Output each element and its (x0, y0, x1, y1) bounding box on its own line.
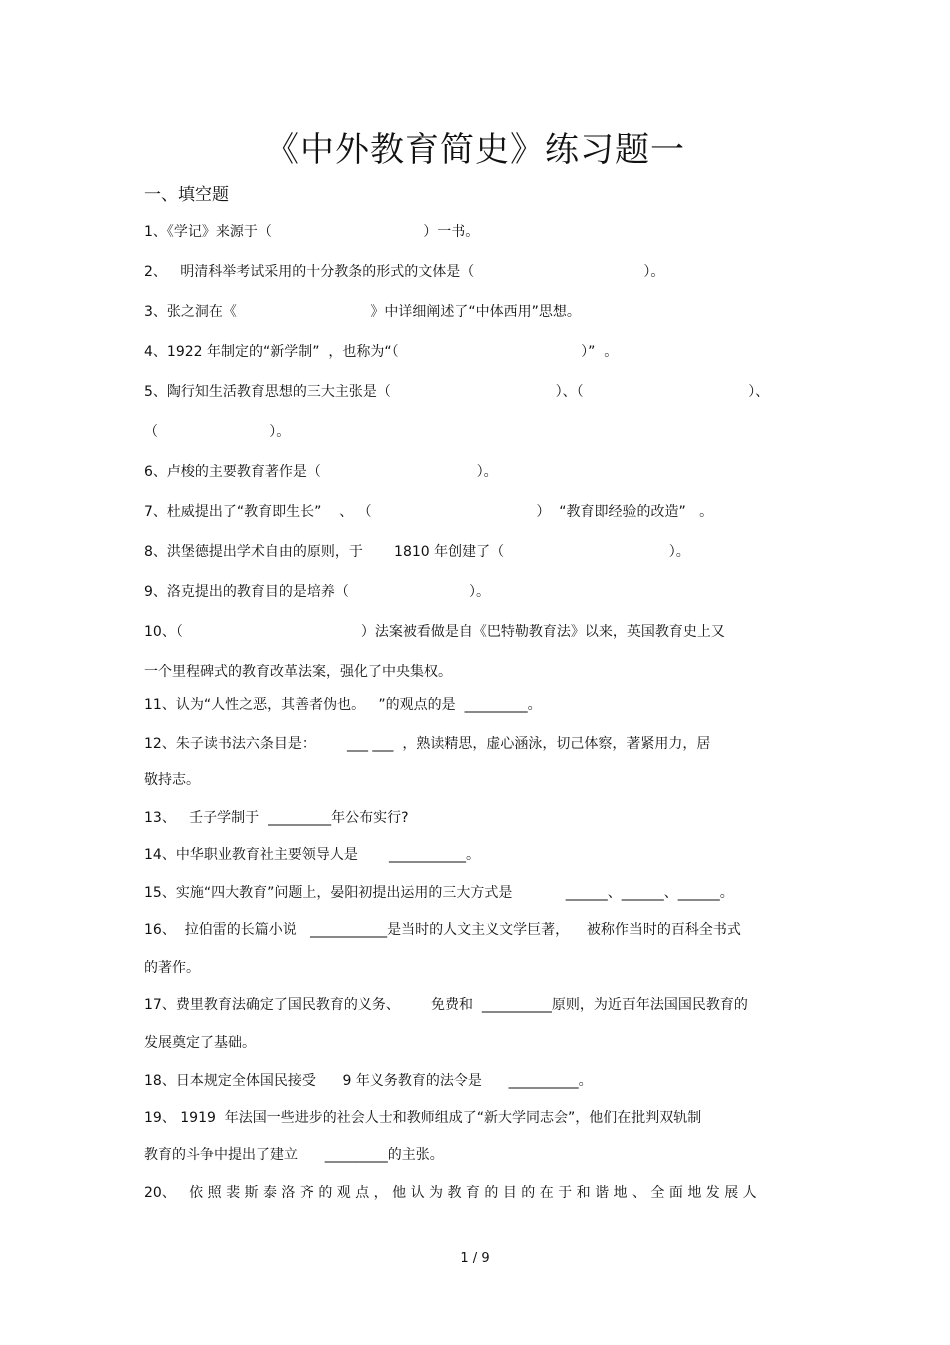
question-5-line-1: 5、陶行知生活教育思想的三大主张是（ ）、（ ）、 (144, 384, 770, 400)
question-19-line-1: 19、 1919 年法国一些进步的社会人士和教师组成了“新大学同志会”，他们在批判双轨制 (144, 1110, 702, 1126)
question-5-line-2: （ ）。 (144, 424, 291, 440)
question-12-line-1: 12、朱子读书法六条目是： ___ ___ ，熟读精思，虚心涵泳，切己体察，著紧用力，居 (144, 736, 711, 752)
question-17-line-1: 17、费里教育法确定了国民教育的义务、 免费和 __________原则，为近百年法国国民教育的 (144, 997, 748, 1013)
question-2: 2、 明清科举考试采用的十分教条的形式的文体是（ ）。 (144, 264, 665, 280)
question-8: 8、洪堡德提出学术自由的原则，于 1810 年创建了（ ）。 (144, 544, 690, 560)
question-9: 9、洛克提出的教育目的是培养（ ）。 (144, 584, 491, 600)
question-4: 4、1922 年制定的“新学制” ，也称为“（ ）” 。 (144, 344, 619, 360)
question-16-line-1: 16、 拉伯雷的长篇小说 ___________是当时的人文主义文学巨著， 被称作当时的百科全书式 (144, 922, 741, 938)
question-10-line-1: 10、（ ）法案被看做是自《巴特勒教育法》以来，英国教育史上又 (144, 624, 725, 640)
question-19-line-2: 教育的斗争中提出了建立 _________的主张。 (144, 1147, 444, 1163)
question-13: 13、 壬子学制于 _________年公布实行? (144, 810, 409, 826)
question-18: 18、日本规定全体国民接受 9 年义务教育的法令是 __________。 (144, 1073, 593, 1089)
question-17-line-2: 发展奠定了基础。 (144, 1035, 256, 1051)
question-1: 1、《学记》来源于（ ）一书。 (144, 224, 480, 240)
question-6: 6、卢梭的主要教育著作是（ ）。 (144, 464, 498, 480)
question-7: 7、杜威提出了“教育即生长” 、 （ ） “教育即经验的改造” 。 (144, 504, 714, 520)
question-12-line-2: 敬持志。 (144, 772, 200, 788)
question-20: 20、 依 照 裴 斯 泰 洛 齐 的 观 点 ， 他 认 为 教 育 的 目 的 在 于 和 谐 地 、 全 面 地 发 展 人 (144, 1185, 757, 1201)
question-14: 14、中华职业教育社主要领导人是 ___________。 (144, 847, 480, 863)
question-11: 11、认为“人性之恶，其善者伪也。 ”的观点的是 _________。 (144, 697, 542, 713)
document-title: 《中外教育简史》练习题一 (265, 130, 685, 170)
question-3: 3、张之洞在《 》中详细阐述了“中体西用”思想。 (144, 304, 581, 320)
page-number: 1 / 9 (460, 1251, 490, 1266)
question-16-line-2: 的著作。 (144, 960, 200, 976)
question-10-line-2: 一个里程碑式的教育改革法案，强化了中央集权。 (144, 664, 452, 680)
section-heading: 一、填空题 (144, 185, 229, 205)
question-15: 15、实施“四大教育”问题上，晏阳初提出运用的三大方式是 ______、______、______。 (144, 885, 734, 901)
